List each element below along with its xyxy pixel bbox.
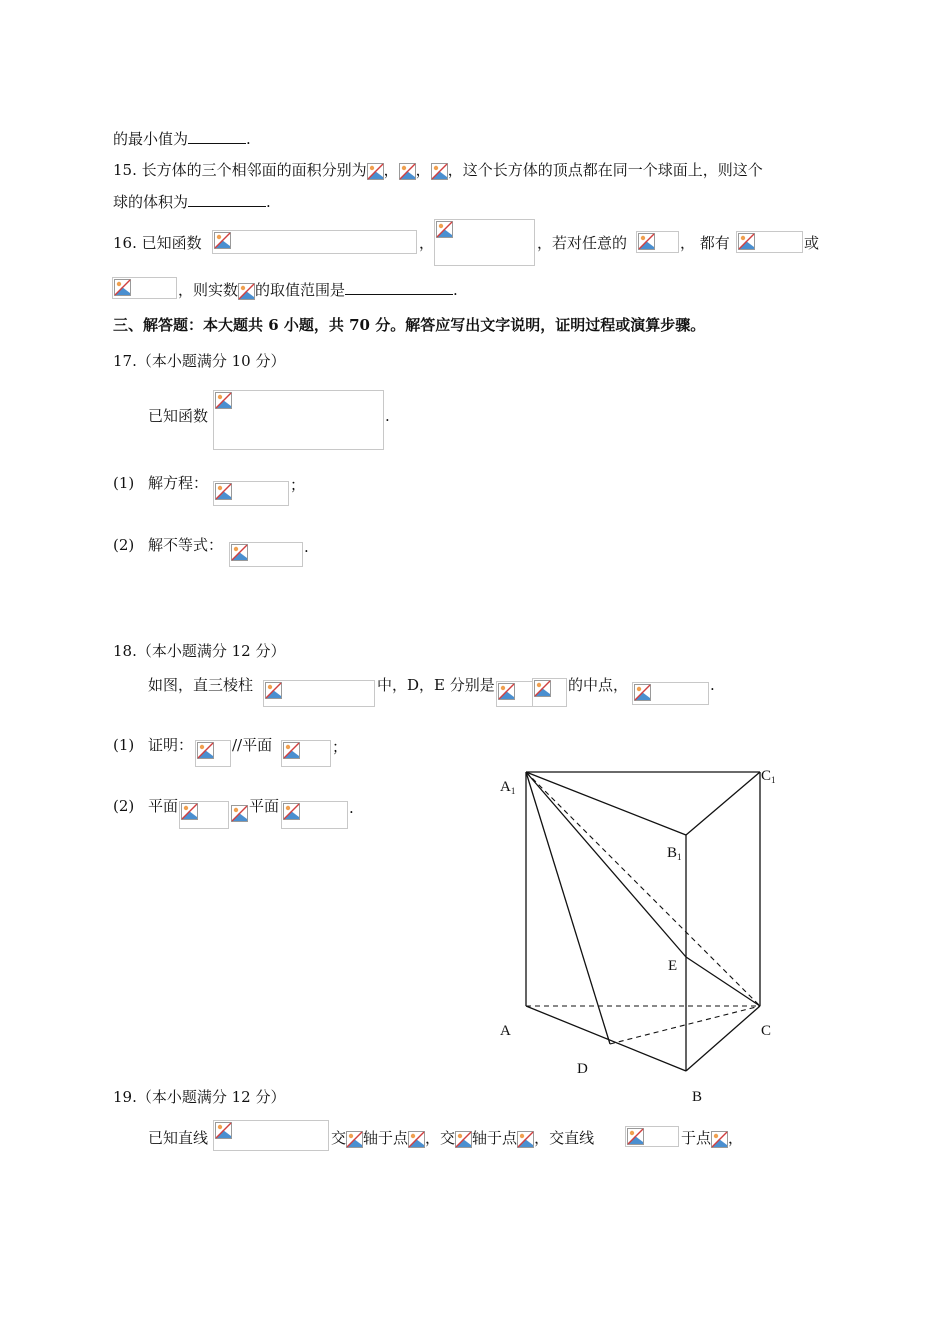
broken-image-icon bbox=[498, 683, 515, 700]
edge-b1c1 bbox=[686, 772, 760, 835]
section-heading: 三、解答题：本大题共 6 小题，共 70 分。解答应写出文字说明，证明过程或演算步骤。 bbox=[113, 316, 706, 334]
broken-image-icon bbox=[215, 1122, 232, 1139]
edge-ab bbox=[526, 1006, 686, 1071]
broken-image-icon bbox=[265, 682, 282, 699]
broken-image-icon bbox=[283, 803, 300, 820]
formula-image bbox=[212, 230, 417, 254]
question-16: 16. 已知函数 bbox=[113, 234, 202, 252]
edge-a1b1 bbox=[526, 772, 686, 835]
question-18-header: 18.（本小题满分 12 分） bbox=[113, 642, 286, 660]
label-d: D bbox=[577, 1061, 588, 1077]
formula-image bbox=[496, 681, 533, 707]
label-a1: $A_1$ bbox=[500, 779, 516, 796]
broken-image-icon bbox=[399, 163, 416, 180]
label-e: E bbox=[668, 958, 678, 974]
broken-image-icon bbox=[711, 1131, 728, 1148]
question-15-cont: 球的体积为 . bbox=[113, 190, 271, 213]
broken-image-icon bbox=[367, 163, 384, 180]
formula-image bbox=[281, 801, 348, 829]
question-17-header: 17.（本小题满分 10 分） bbox=[113, 352, 286, 370]
broken-image-icon bbox=[517, 1131, 534, 1148]
prism-figure bbox=[490, 758, 790, 1113]
formula-image bbox=[213, 1120, 329, 1151]
broken-image-icon bbox=[436, 221, 453, 238]
broken-image-icon bbox=[455, 1131, 472, 1148]
broken-image-icon bbox=[114, 279, 131, 296]
edge-bc bbox=[686, 1006, 760, 1071]
question-15: 15. 长方体的三个相邻面的面积分别为 ， ， ，这个长方体的顶点都在同一个球面上，则这个 bbox=[113, 161, 763, 179]
answer-blank bbox=[345, 278, 453, 295]
broken-image-icon bbox=[181, 803, 198, 820]
broken-image-icon bbox=[214, 232, 231, 249]
label-b: B bbox=[692, 1089, 703, 1105]
broken-image-icon bbox=[283, 742, 300, 759]
segment-a1c-hidden bbox=[526, 772, 760, 1006]
segment-a1d bbox=[526, 772, 610, 1044]
broken-image-icon bbox=[408, 1131, 425, 1148]
broken-image-icon bbox=[215, 483, 232, 500]
formula-image bbox=[195, 740, 231, 767]
broken-image-icon bbox=[634, 684, 651, 701]
question-16-cont: ，则实数 的取值范围是 . bbox=[178, 278, 458, 301]
formula-image bbox=[213, 390, 384, 450]
formula-image bbox=[263, 680, 375, 707]
formula-image bbox=[636, 231, 679, 253]
label-a: A bbox=[500, 1023, 511, 1039]
broken-image-icon bbox=[638, 233, 655, 250]
broken-image-icon bbox=[238, 283, 255, 300]
broken-image-icon bbox=[197, 742, 214, 759]
segment-a1e bbox=[526, 772, 686, 957]
formula-image bbox=[632, 682, 709, 705]
label-c: C bbox=[761, 1023, 772, 1039]
answer-blank bbox=[188, 127, 246, 144]
broken-image-icon bbox=[231, 544, 248, 561]
label-c1: $C_1$ bbox=[761, 768, 776, 785]
question-19-header: 19.（本小题满分 12 分） bbox=[113, 1088, 286, 1106]
question-19-body: 交 轴于点 ，交 轴于点 ，交直线 bbox=[331, 1129, 595, 1147]
formula-image bbox=[532, 678, 567, 707]
formula-image bbox=[625, 1126, 679, 1147]
formula-image bbox=[434, 219, 535, 266]
formula-image bbox=[229, 542, 303, 567]
label-b1: $B_1$ bbox=[667, 845, 682, 862]
formula-image bbox=[112, 277, 177, 299]
segment-ec bbox=[686, 957, 760, 1006]
formula-image bbox=[736, 231, 803, 253]
answer-blank bbox=[188, 190, 266, 207]
formula-image bbox=[179, 801, 229, 829]
formula-image bbox=[213, 481, 289, 506]
broken-image-icon bbox=[738, 233, 755, 250]
broken-image-icon bbox=[231, 805, 248, 822]
broken-image-icon bbox=[534, 680, 551, 697]
broken-image-icon bbox=[627, 1128, 644, 1145]
broken-image-icon bbox=[431, 163, 448, 180]
question-19-tail: 于点 ， bbox=[681, 1129, 744, 1147]
broken-image-icon bbox=[346, 1131, 363, 1148]
broken-image-icon bbox=[215, 392, 232, 409]
formula-image bbox=[281, 740, 331, 767]
q14-tail: 的最小值为 . bbox=[113, 127, 251, 150]
